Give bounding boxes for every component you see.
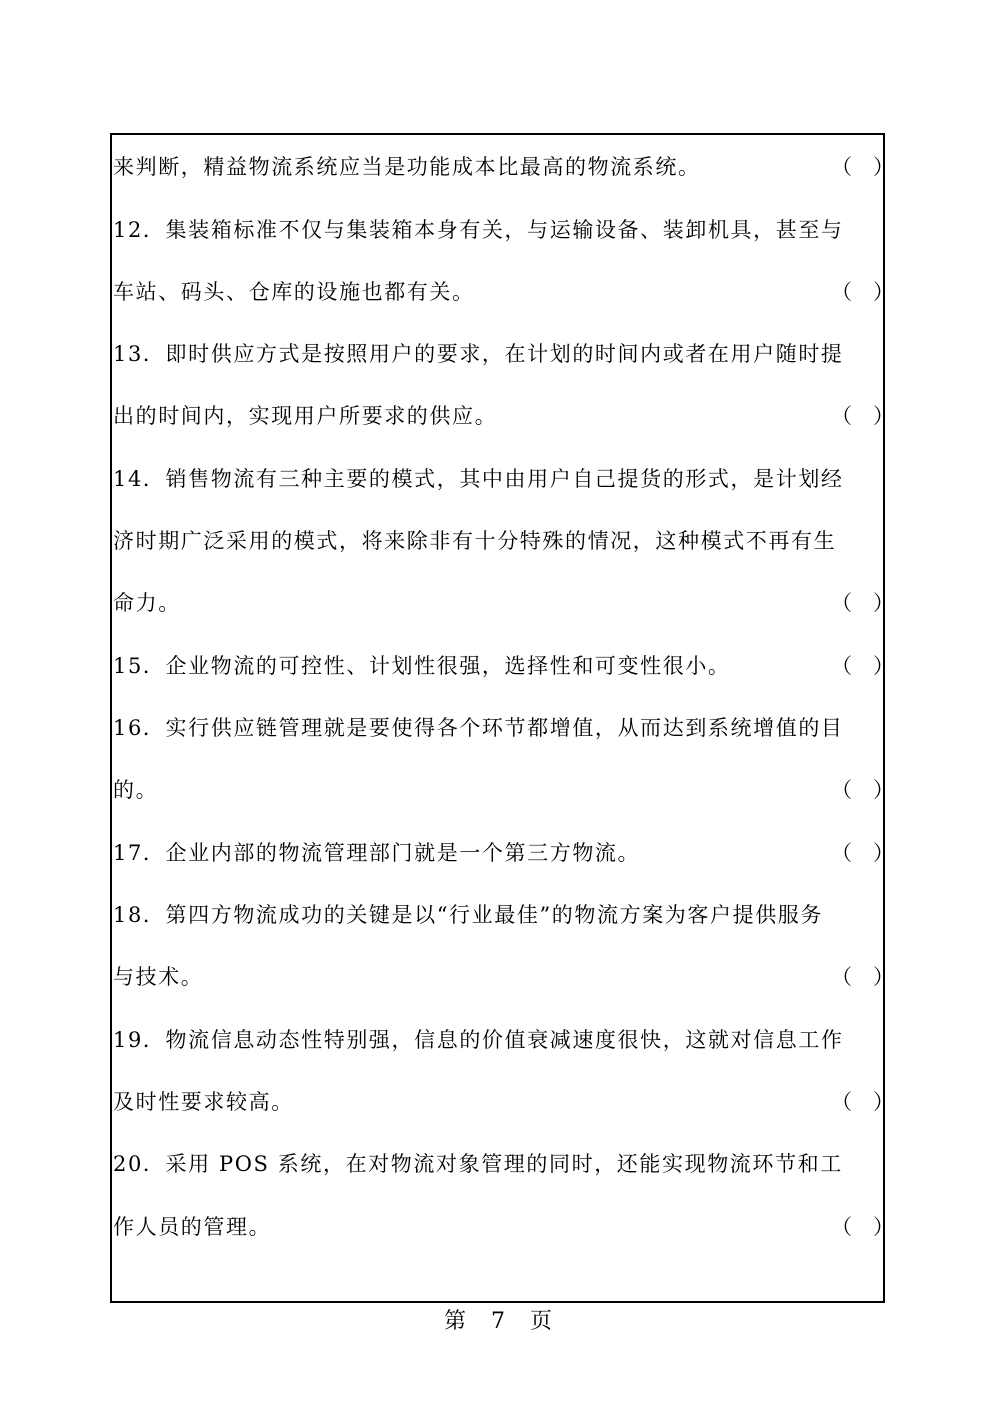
answer-blank[interactable]: （ ） [831,155,894,179]
question-line [113,396,894,436]
question-text: 与技术。 [113,965,204,989]
question-line [113,272,894,312]
page-number: 第 7 页 [444,1309,554,1334]
question-text: 19．物流信息动态性特别强，信息的价值衰减速度很快，这就对信息工作 [113,1028,844,1052]
question-text: 18．第四方物流成功的关键是以“行业最佳”的物流方案为客户提供服务 [113,903,823,927]
question-text: 15．企业物流的可控性、计划性很强，选择性和可变性很小。 [113,654,731,678]
answer-blank[interactable]: （ ） [831,654,894,678]
question-line [113,957,894,997]
answer-blank[interactable]: （ ） [831,778,894,802]
question-text: 16．实行供应链管理就是要使得各个环节都增值，从而达到系统增值的目 [113,716,844,740]
question-text: 济时期广泛采用的模式，将来除非有十分特殊的情况，这种模式不再有生 [113,529,837,553]
question-line [113,147,894,187]
question-line [113,770,894,810]
question-line [113,1082,894,1122]
question-text: 20．采用 POS 系统，在对物流对象管理的同时，还能实现物流环节和工 [113,1152,843,1176]
question-text: 作人员的管理。 [113,1215,272,1239]
answer-blank[interactable]: （ ） [831,1090,894,1114]
answer-blank[interactable]: （ ） [831,280,894,304]
question-text: 的。 [113,778,159,802]
question-line [113,459,883,499]
question-line [113,1144,883,1184]
question-line [113,895,883,935]
question-text: 车站、码头、仓库的设施也都有关。 [113,280,475,304]
question-line [113,646,894,686]
question-text: 17．企业内部的物流管理部门就是一个第三方物流。 [113,841,641,865]
question-text: 12．集装箱标准不仅与集装箱本身有关，与运输设备、装卸机具，甚至与 [113,218,844,242]
answer-blank[interactable]: （ ） [831,965,894,989]
answer-blank[interactable]: （ ） [831,404,894,428]
question-text: 13．即时供应方式是按照用户的要求，在计划的时间内或者在用户随时提 [113,342,844,366]
question-line [113,521,883,561]
answer-blank[interactable]: （ ） [831,1215,894,1239]
question-line [113,708,883,748]
question-text: 及时性要求较高。 [113,1090,294,1114]
question-text: 来判断，精益物流系统应当是功能成本比最高的物流系统。 [113,155,701,179]
answer-blank[interactable]: （ ） [831,591,894,615]
question-line [113,210,883,250]
question-line [113,334,883,374]
question-line [113,583,894,623]
question-text: 14．销售物流有三种主要的模式，其中由用户自己提货的形式，是计划经 [113,467,844,491]
question-text: 命力。 [113,591,181,615]
question-line [113,833,894,873]
answer-blank[interactable]: （ ） [831,841,894,865]
question-line [113,1207,894,1247]
question-text: 出的时间内，实现用户所要求的供应。 [113,404,498,428]
question-line [113,1020,883,1060]
